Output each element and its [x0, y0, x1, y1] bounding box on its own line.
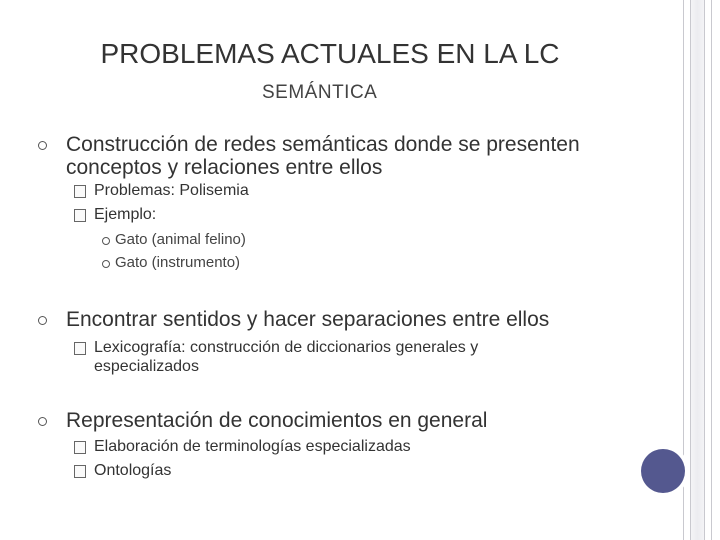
sub-bullet-text: especializados	[94, 358, 199, 375]
decorative-circle	[641, 449, 685, 493]
subsub-bullet-text: Gato (instrumento)	[115, 254, 241, 271]
box-icon	[74, 441, 86, 454]
bullet-text: Construcción de redes semánticas donde se presenten	[66, 133, 580, 156]
hollow-circle-icon	[102, 260, 110, 268]
frame-line	[711, 0, 712, 540]
frame-line	[690, 0, 691, 540]
frame-line	[704, 0, 705, 540]
box-icon	[74, 209, 86, 222]
box-icon	[74, 465, 86, 478]
sub-bullet-text: Problemas: Polisemia	[94, 182, 249, 199]
slide-subtitle: SEMÁNTICA	[262, 82, 378, 103]
hollow-circle-icon	[38, 316, 47, 325]
bullet-text: conceptos y relaciones entre ellos	[66, 156, 383, 179]
hollow-circle-icon	[38, 417, 47, 426]
bullet-text: Representación de conocimientos en general	[66, 409, 488, 432]
bullet-text: Encontrar sentidos y hacer separaciones entre ellos	[66, 308, 550, 331]
frame-band	[691, 0, 704, 540]
sub-bullet-text: Ejemplo:	[94, 206, 157, 223]
sub-bullet-text: Ontologías	[94, 462, 172, 479]
hollow-circle-icon	[38, 141, 47, 150]
sub-bullet-text: Elaboración de terminologías especializadas	[94, 438, 411, 455]
box-icon	[74, 185, 86, 198]
subsub-bullet-text: Gato (animal felino)	[115, 231, 246, 248]
hollow-circle-icon	[102, 237, 110, 245]
slide-title: PROBLEMAS ACTUALES EN LA LC	[100, 38, 560, 69]
sub-bullet-text: Lexicografía: construcción de diccionarios generales y	[94, 339, 479, 356]
box-icon	[74, 342, 86, 355]
frame-line	[683, 0, 684, 540]
